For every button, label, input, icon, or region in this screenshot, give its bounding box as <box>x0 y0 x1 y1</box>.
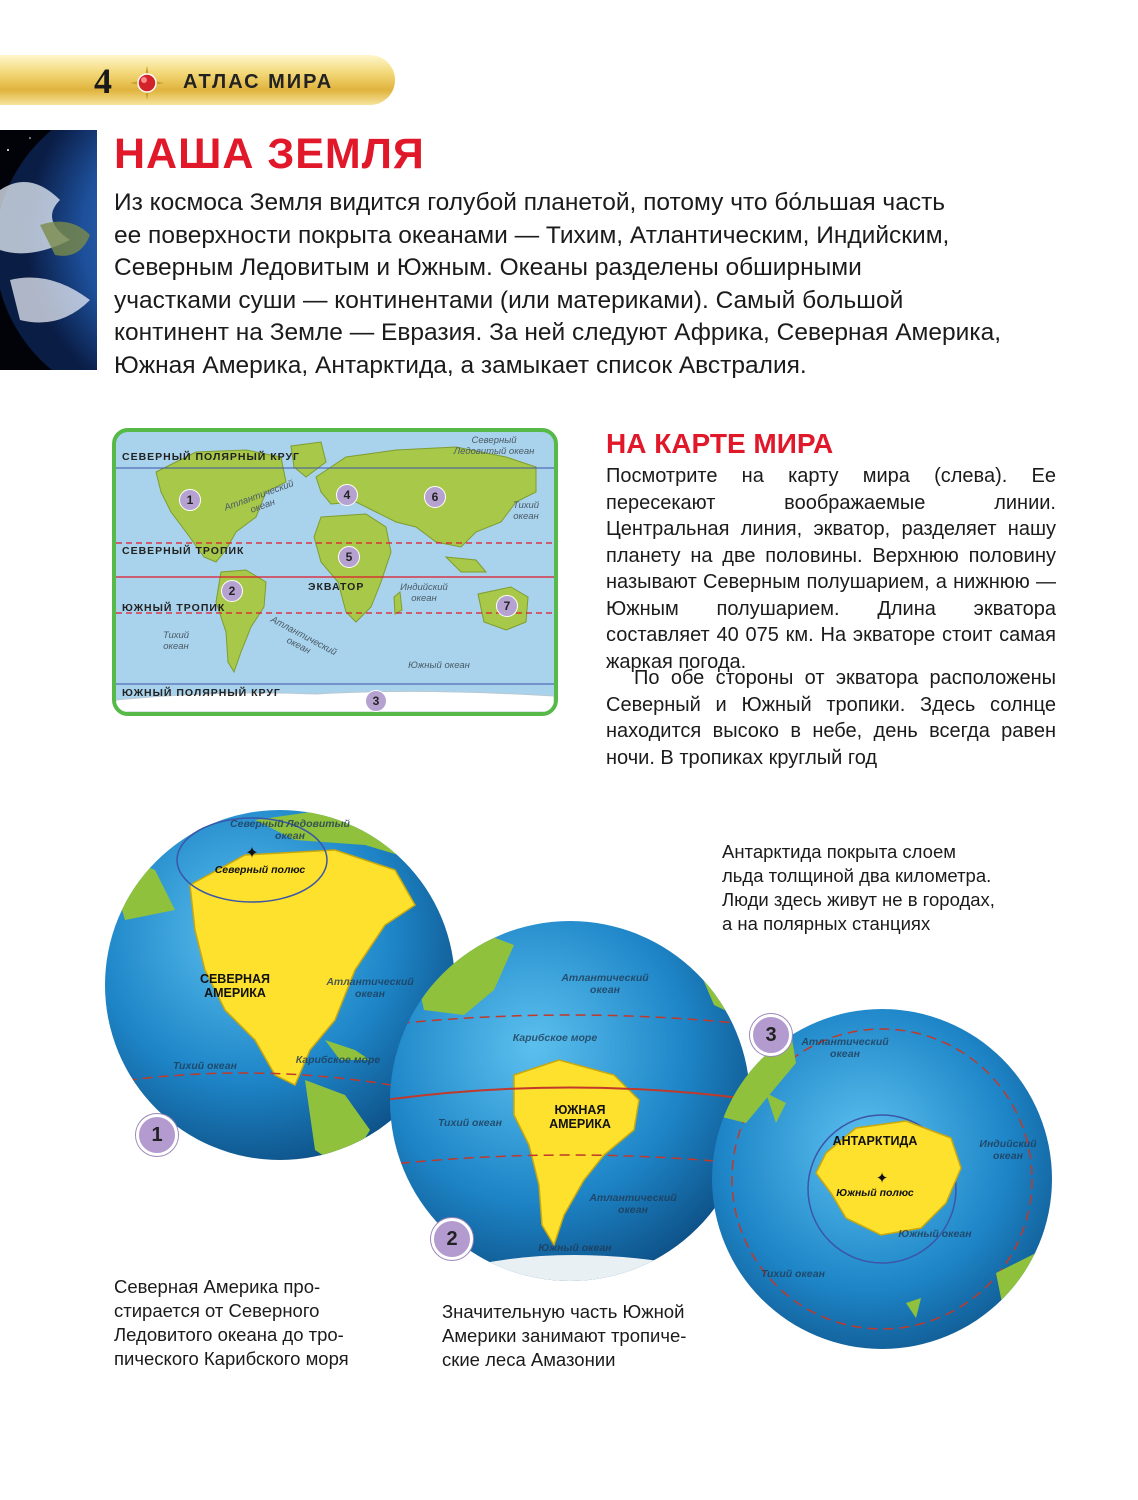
world-map <box>112 428 558 716</box>
section-paragraph-2: По обе стороны от экватора расположены Северный и Южный тропики. Здесь солнце находится высоко в небе, день всегда равен ночи. В тропиках круглый год <box>606 667 1056 769</box>
atlas-title: АТЛАС МИРА <box>183 71 334 93</box>
map-marker-4: 4 <box>336 484 358 506</box>
map-marker-1: 1 <box>179 489 201 511</box>
tropic-south-label: ЮЖНЫЙ ТРОПИК <box>122 602 226 614</box>
globe2-atlantic-south-label: Атлантический океан <box>589 1192 677 1216</box>
globe1-arctic-label: Северный Ледовитый океан <box>230 818 350 842</box>
section-paragraph-1: Посмотрите на карту мира (слева). Ее пересекают воображаемые линии. Центральная линия, экватор, разделяет нашу планету на две половины. Верхнюю половину называют Северным полушарием, а нижнюю — Южным полушарием. Длина экватора составляет 40 075 км. На экваторе стоит самая жаркая погода. <box>606 465 1056 673</box>
globe2-atlantic-north-label: Атлантический океан <box>561 972 649 996</box>
intro-line: Из космоса Земля видится голубой планетой, потому что бо́льшая часть <box>114 189 946 216</box>
globe2-caribbean-label: Карибское море <box>512 1032 598 1044</box>
ocean-label-atlantic-north: Атлантический океан <box>222 478 296 516</box>
ocean-label-arctic: Северный Ледовитый океан <box>453 435 535 457</box>
map-marker-7: 7 <box>496 595 518 617</box>
ocean-label-atlantic-south: Атлантический океан <box>268 614 339 659</box>
intro-line: Северным Ледовитым и Южным. Океаны разделены обширными <box>114 254 862 282</box>
map-marker-3: 3 <box>365 690 387 712</box>
globe3-number-badge: 3 <box>750 1014 792 1056</box>
ocean-label-pacific-west: Тихий океан <box>162 630 190 652</box>
earth-from-space-image <box>0 130 97 370</box>
page-title: НАША ЗЕМЛЯ <box>114 130 425 178</box>
caption-south-america: Значительную часть Южной Америки занимают тропиче- ские леса Амазонии <box>442 1301 687 1370</box>
globe2-number-badge: 2 <box>431 1218 473 1260</box>
svg-text:✦: ✦ <box>875 1170 889 1187</box>
globe3-atlantic-label: Атлантический океан <box>801 1036 889 1060</box>
intro-line: Южная Америка, Антарктида, а замыкает список Австралия. <box>114 351 807 379</box>
compass-icon <box>130 66 164 100</box>
intro-paragraph <box>114 187 1134 383</box>
intro-line: ее поверхности покрыта океанами — Тихим, Атлантическим, Индийским, <box>114 221 950 249</box>
globe3-continent-label: АНТАРКТИДА <box>832 1134 918 1148</box>
map-marker-6: 6 <box>424 486 446 508</box>
globe1-continent-label: СЕВЕРНАЯ АМЕРИКА <box>199 972 271 1000</box>
ocean-label-indian: Индийский океан <box>400 582 448 604</box>
globe1-number-badge: 1 <box>136 1114 178 1156</box>
globe1-atlantic-label: Атлантический океан <box>326 976 414 1000</box>
globe1-caribbean-label: Карибское море <box>295 1054 381 1066</box>
page-number: 4 <box>94 61 112 101</box>
globe3-south-pole-label: Южный полюс <box>836 1187 914 1199</box>
map-marker-5: 5 <box>338 546 360 568</box>
globe2-pacific-label: Тихий океан <box>438 1117 502 1129</box>
ocean-label-southern: Южный океан <box>408 660 470 671</box>
arctic-circle-label: СЕВЕРНЫЙ ПОЛЯРНЫЙ КРУГ <box>122 451 300 463</box>
globe3-southern-label: Южный океан <box>898 1228 972 1240</box>
globe1-pacific-label: Тихий океан <box>173 1060 237 1072</box>
intro-line: континент на Земле — Евразия. За ней следуют Африка, Северная Америка, <box>114 319 1002 347</box>
globe2-continent-label: ЮЖНАЯ АМЕРИКА <box>549 1103 611 1131</box>
caption-north-america: Северная Америка про- стирается от Северного Ледовитого океана до тро- пического Карибского моря <box>114 1276 349 1369</box>
svg-text:✦: ✦ <box>245 845 259 862</box>
globe2-southern-label: Южный океан <box>538 1242 612 1254</box>
antarctic-circle-label: ЮЖНЫЙ ПОЛЯРНЫЙ КРУГ <box>122 687 281 699</box>
caption-antarctica: Антарктида покрыта слоем льда толщиной два километра. Люди здесь живут не в городах, а на полярных станциях <box>722 841 995 934</box>
map-marker-2: 2 <box>221 580 243 602</box>
globe1-north-pole-label: Северный полюс <box>214 864 306 876</box>
ocean-label-pacific-east: Тихий океан <box>512 500 540 522</box>
tropic-north-label: СЕВЕРНЫЙ ТРОПИК <box>122 545 245 557</box>
equator-label: ЭКВАТОР <box>308 581 365 593</box>
globe3-indian-label: Индийский океан <box>979 1138 1037 1162</box>
globe3-pacific-label: Тихий океан <box>761 1268 825 1280</box>
intro-line: участками суши — континентами (или материками). Самый большой <box>114 286 904 314</box>
section-title: НА КАРТЕ МИРА <box>606 428 834 459</box>
